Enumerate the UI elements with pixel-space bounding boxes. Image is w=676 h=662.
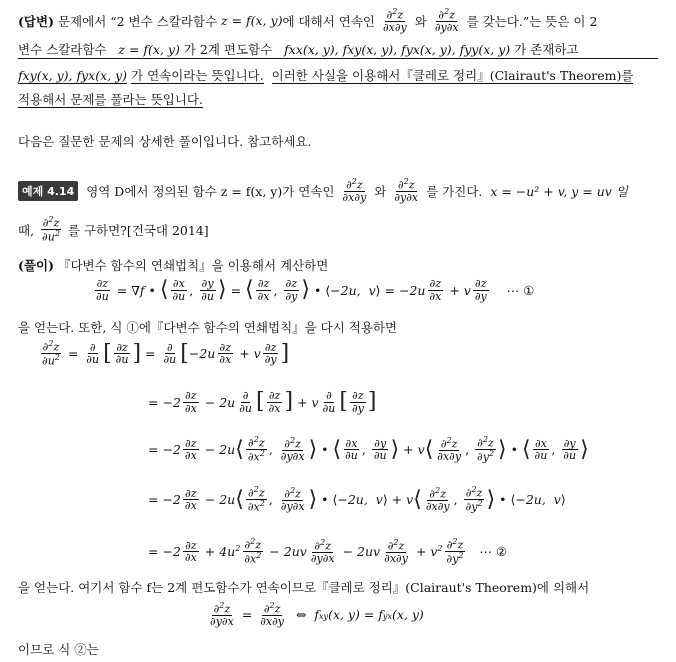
clairaut-equation: $\frac{\partial^2z}{\partial y\partial x}$ = $\frac{\partial^2z}{\partial x\partial y}$ ⇔ fxy(x, y) = fyx(x, y) [210,601,424,629]
answer-text: 와 [414,13,427,29]
answer-text: 가 연속이라는 뜻입니다. [131,68,264,83]
solution-line-2: 을 얻는다. 또한, 식 ①에『다변수 함수의 연쇄법칙』을 다시 적용하면 [18,320,398,335]
math-inline: z = f(x, y) [221,13,283,29]
answer-line-4 [18,90,203,108]
solution-text: 『다변수 함수의 연쇄법칙』을 이용해서 계산하면 [57,258,329,273]
answer-text: 변수 스칼라함수 [18,42,107,57]
example-text: 때, [18,222,35,238]
example-text: x = −u² + v, y = uv 일 [490,183,628,199]
example-line-1 [18,178,628,204]
answer-text: 적용해서 문제를 풀라는 뜻입니다. [18,92,203,107]
example-text: 영역 D에서 정의된 함수 z = f(x, y)가 연속인 [86,183,335,199]
equation-2-row-4: = −2 $\frac{\partial z}{\partial x}$ − 2u ⟨ $\frac{\partial^2z}{\partial x^2}$ , $\frac{\partial^2z}{\partial y\partial x}$ ⟩ • ⟨ −2u, v ⟩ + v ⟨ $\frac{\partial^2z}{\partial x\partial y}$ , $\frac{\partial^2z}{\partial y^2}$ ⟩ • ⟨ −2u, v ⟩ [148,485,566,514]
math-fraction: $\frac{\partial^2z}{\partial x\partial y}$ [382,7,407,35]
equation-2-marker: ⋯ ② [479,544,508,560]
answer-line-3 [18,66,633,84]
solution-label: (풀이) [18,258,54,273]
example-tag: 예제 4.14 [18,181,78,201]
math-fraction: $\frac{\partial^2z}{\partial y\partial x}$ [394,177,419,205]
answer-line-2 [18,40,658,59]
example-text: 를 가진다. [426,183,483,199]
math-inline: z = f(x, y) [118,42,180,57]
math-fraction: $\frac{\partial^2z}{\partial y\partial x}$ [434,7,459,35]
example-text: 를 구하면?[건국대 2014] [67,222,209,238]
solution-line-1 [18,256,328,274]
math-fraction: $\frac{\partial^2z}{\partial x\partial y}$ [342,177,367,205]
answer-text: 가 2계 편도함수 [183,42,273,57]
example-text: 와 [374,183,387,199]
math-fraction: $\frac{\partial^2z}{\partial u^2}$ [42,215,60,244]
math-inline: fxy(x, y), fyx(x, y) [18,68,128,83]
math-inline: fxx(x, y), fxy(x, y), fyx(x, y), fyy(x, y) [284,42,511,57]
answer-label: (답변) [18,13,54,29]
equation-2-row-1: $\frac{\partial^2z}{\partial u^2}$ = $\frac{\partial}{\partial u}$ [ $\frac{\partial z}{\partial u}$ ] = $\frac{\partial}{\partial u}$ [ −2u $\frac{\partial z}{\partial x}$ + v $\frac{\partial z}{\partial y}$ ] [42,339,290,368]
example-line-2 [18,216,209,243]
equation-2-row-5: = −2 $\frac{\partial z}{\partial x}$ + $4u^2$ $\frac{\partial^2z}{\partial x^2}$ − 2uv $\frac{\partial^2z}{\partial y\partial x}$ − 2uv $\frac{\partial^2z}{\partial x\partial y}$ + $v^2$ $\frac{\partial^2z}{\partial y^2}$ ⋯ ② [148,537,508,566]
solution-line-3: 을 얻는다. 여기서 함수 f는 2계 편도함수가 연속이므로『클레로 정리』(Clairaut's Theorem)에 의해서 [18,580,590,595]
solution-line-4: 이므로 식 ②는 [18,642,99,657]
equation-1: $\frac{\partial z}{\partial u}$ = ∇f • ⟨ $\frac{\partial x}{\partial u}$ , $\frac{\partial y}{\partial u}$ ⟩ = ⟨ $\frac{\partial z}{\partial x}$ , $\frac{\partial z}{\partial y}$ ⟩ • ⟨ −2u, v ⟩ = −2u $\frac{\partial z}{\partial x}$ + v $\frac{\partial z}{\partial y}$ ⋯ ① [96,277,535,303]
answer-text: 에 대해서 연속인 [282,13,375,29]
answer-line-1 [18,8,597,34]
intro-text: 다음은 질문한 문제의 상세한 풀이입니다. 참고하세요. [18,134,312,149]
answer-text: 를 갖는다.”는 뜻은 이 2 [466,13,598,29]
answer-text: 가 존재하고 [514,42,579,57]
equation-2-row-3: = −2 $\frac{\partial z}{\partial x}$ − 2u ⟨ $\frac{\partial^2z}{\partial x^2}$ , $\frac{\partial^2z}{\partial y\partial x}$ ⟩ • ⟨ $\frac{\partial x}{\partial u}$ , $\frac{\partial y}{\partial u}$ ⟩ + v ⟨ $\frac{\partial^2z}{\partial x\partial y}$ , $\frac{\partial^2z}{\partial y^2}$ ⟩ • ⟨ $\frac{\partial x}{\partial u}$ , $\frac{\partial y}{\partial u}$ ⟩ [148,435,589,464]
answer-text: 이러한 사실을 이용해서『클레로 정리』(Clairaut's Theorem)를 [271,68,634,83]
answer-text: 문제에서 “2 변수 스칼라함수 [57,13,218,29]
equation-2-row-2: = −2 $\frac{\partial z}{\partial x}$ − 2u $\frac{\partial}{\partial u}$ [ $\frac{\partial z}{\partial x}$ ] + v $\frac{\partial}{\partial u}$ [ $\frac{\partial z}{\partial y}$ ] [148,389,377,415]
equation-1-marker: ⋯ ① [506,282,535,298]
